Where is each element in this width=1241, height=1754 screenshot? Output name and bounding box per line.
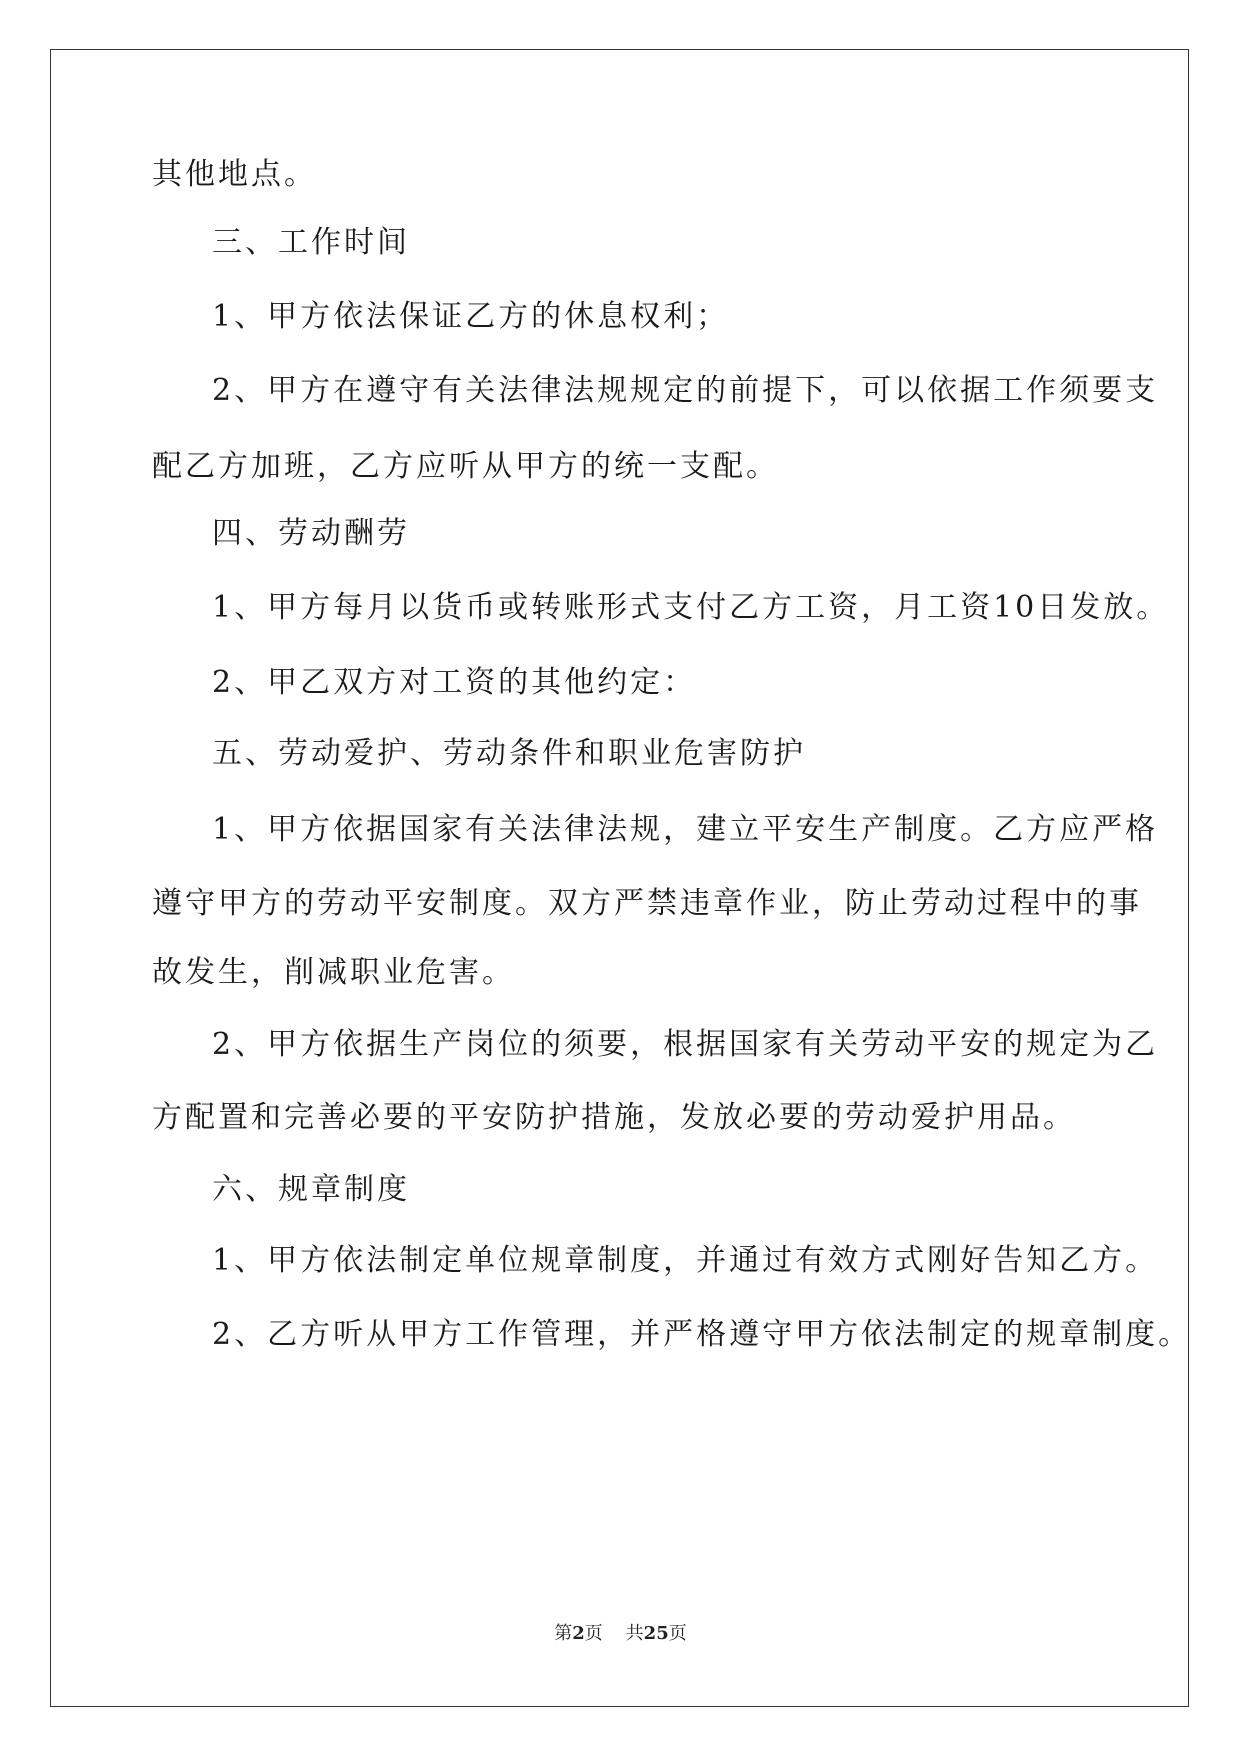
text-line: 1、甲方依据国家有关法律法规，建立平安生产制度。乙方应严格	[212, 812, 1159, 847]
footer-total-suffix: 页	[668, 1623, 687, 1644]
section-heading: 五、劳动爱护、劳动条件和职业危害防护	[212, 736, 806, 771]
footer-prefix: 第	[554, 1623, 573, 1644]
section-heading: 四、劳动酬劳	[212, 516, 410, 551]
text-line: 方配置和完善必要的平安防护措施，发放必要的劳动爱护用品。	[152, 1100, 1076, 1135]
text-line: 2、甲乙双方对工资的其他约定：	[212, 665, 697, 700]
page-footer	[0, 1622, 1241, 1646]
text-line: 遵守甲方的劳动平安制度。双方严禁违章作业，防止劳动过程中的事	[152, 886, 1142, 921]
text-line: 1、甲方依法制定单位规章制度，并通过有效方式刚好告知乙方。	[212, 1243, 1159, 1278]
footer-total-prefix: 共	[625, 1623, 644, 1644]
text-line: 1、甲方依法保证乙方的休息权利；	[212, 299, 730, 334]
text-line: 1、甲方每月以货币或转账形式支付乙方工资，月工资10日发放。	[212, 590, 1170, 625]
footer-page-suffix: 页	[584, 1623, 603, 1644]
text-line: 故发生，削减职业危害。	[152, 955, 515, 990]
current-page-number: 2	[572, 1623, 585, 1644]
total-page-count: 25	[643, 1623, 669, 1644]
text-line: 配乙方加班，乙方应听从甲方的统一支配。	[152, 449, 779, 484]
text-line: 其他地点。	[152, 157, 317, 192]
section-heading: 三、工作时间	[212, 225, 410, 260]
text-line: 2、甲方在遵守有关法律法规规定的前提下，可以依据工作须要支	[212, 373, 1159, 408]
text-line: 2、乙方听从甲方工作管理，并严格遵守甲方依法制定的规章制度。	[212, 1317, 1192, 1352]
section-heading: 六、规章制度	[212, 1172, 410, 1207]
text-line: 2、甲方依据生产岗位的须要，根据国家有关劳动平安的规定为乙	[212, 1027, 1159, 1062]
